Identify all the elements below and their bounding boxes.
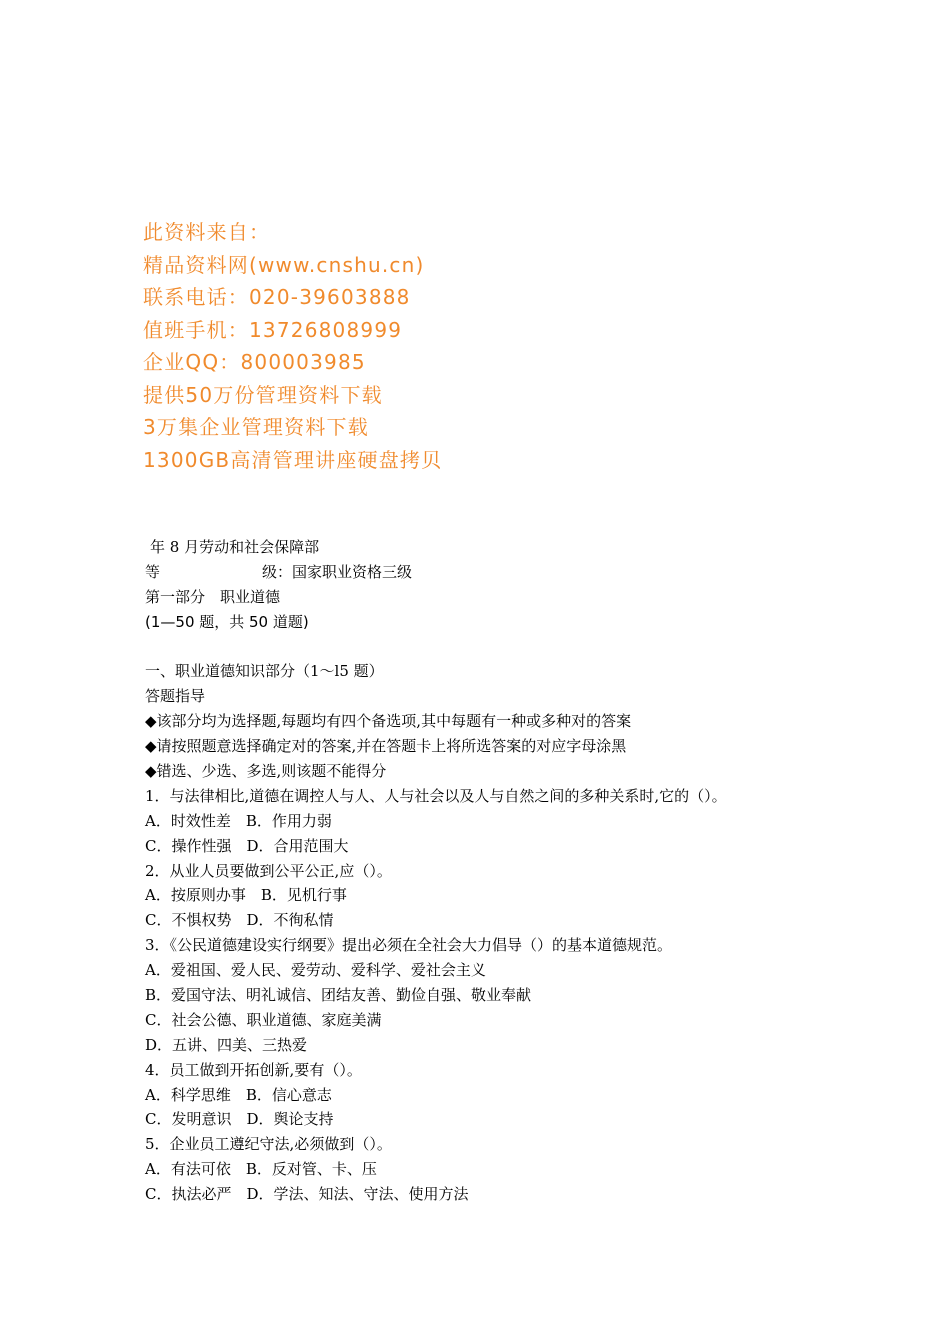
question-line: 3．《公民道德建设实行纲要》提出必须在全社会大力倡导（）的基本道德规范。 <box>145 936 673 955</box>
question-line: 2．从业人员要做到公平公正,应（）。 <box>145 861 392 880</box>
option-line: C．社会公德、职业道德、家庭美满 <box>145 1010 382 1029</box>
option-line: B．爱国守法、明礼诚信、团结友善、勤俭自强、敬业奉献 <box>145 986 532 1005</box>
ad-line: 企业QQ：800003985 <box>143 350 366 374</box>
ad-line: 精品资料网(www.cnshu.cn) <box>143 252 425 277</box>
grade-label: 等 <box>145 562 161 581</box>
option-line: C．不惧权势 D．不徇私情 <box>145 911 334 930</box>
spacer <box>145 635 845 660</box>
grade-line <box>145 560 845 585</box>
guide-title: 答题指导 <box>145 687 206 706</box>
part-title: 第一部分 职业道德 <box>145 587 281 606</box>
option-line: C．执法必严 D．学法、知法、守法、使用方法 <box>145 1185 469 1204</box>
option-line: A．有法可依 B．反对管、卡、压 <box>145 1160 377 1179</box>
ad-line: 提供50万份管理资料下载 <box>143 382 383 407</box>
grade-value: 级：国家职业资格三级 <box>262 562 413 581</box>
ad-line: 1300GB高清管理讲座硬盘拷贝 <box>143 447 443 472</box>
ad-line: 值班手机：13726808999 <box>143 317 403 342</box>
option-line: D．五讲、四美、三热爱 <box>145 1035 308 1054</box>
question-range: (1—50 题，共 50 道题) <box>145 612 309 631</box>
ad-line: 此资料来自： <box>143 220 271 244</box>
option-line: A．时效性差 B．作用力弱 <box>145 811 332 830</box>
option-line: A．科学思维 B．信心意志 <box>145 1085 332 1104</box>
option-line: A．爱祖国、爱人民、爱劳动、爱科学、爱社会主义 <box>145 961 486 980</box>
option-line: C．发明意识 D．舆论支持 <box>145 1110 334 1129</box>
section-title: 一、职业道德知识部分（1～l5 题） <box>145 662 384 681</box>
option-line: C．操作性强 D．合用范围大 <box>145 836 349 855</box>
source-ad-block <box>143 216 663 476</box>
question-line: 1．与法律相比,道德在调控人与人、人与社会以及人与自然之间的多种关系时,它的（）。 <box>145 786 727 805</box>
option-line: A．按原则办事 B．见机行事 <box>145 886 347 905</box>
question-line: 4．员工做到开拓创新,要有（）。 <box>145 1060 362 1079</box>
ad-line: 3万集企业管理资料下载 <box>143 415 369 439</box>
guide-item: ◆请按照题意选择确定对的答案,并在答题卡上将所选答案的对应字母涂黑 <box>145 737 627 756</box>
date-line: 年 8 月劳动和社会保障部 <box>150 538 320 556</box>
question-line: 5．企业员工遵纪守法,必须做到（）。 <box>145 1135 392 1154</box>
ad-line: 联系电话：020-39603888 <box>143 285 411 309</box>
guide-item: ◆该部分均为选择题,每题均有四个备选项,其中每题有一种或多种对的答案 <box>145 712 632 731</box>
exam-content <box>145 535 845 1207</box>
guide-item: ◆错选、少选、多选,则该题不能得分 <box>145 762 387 781</box>
